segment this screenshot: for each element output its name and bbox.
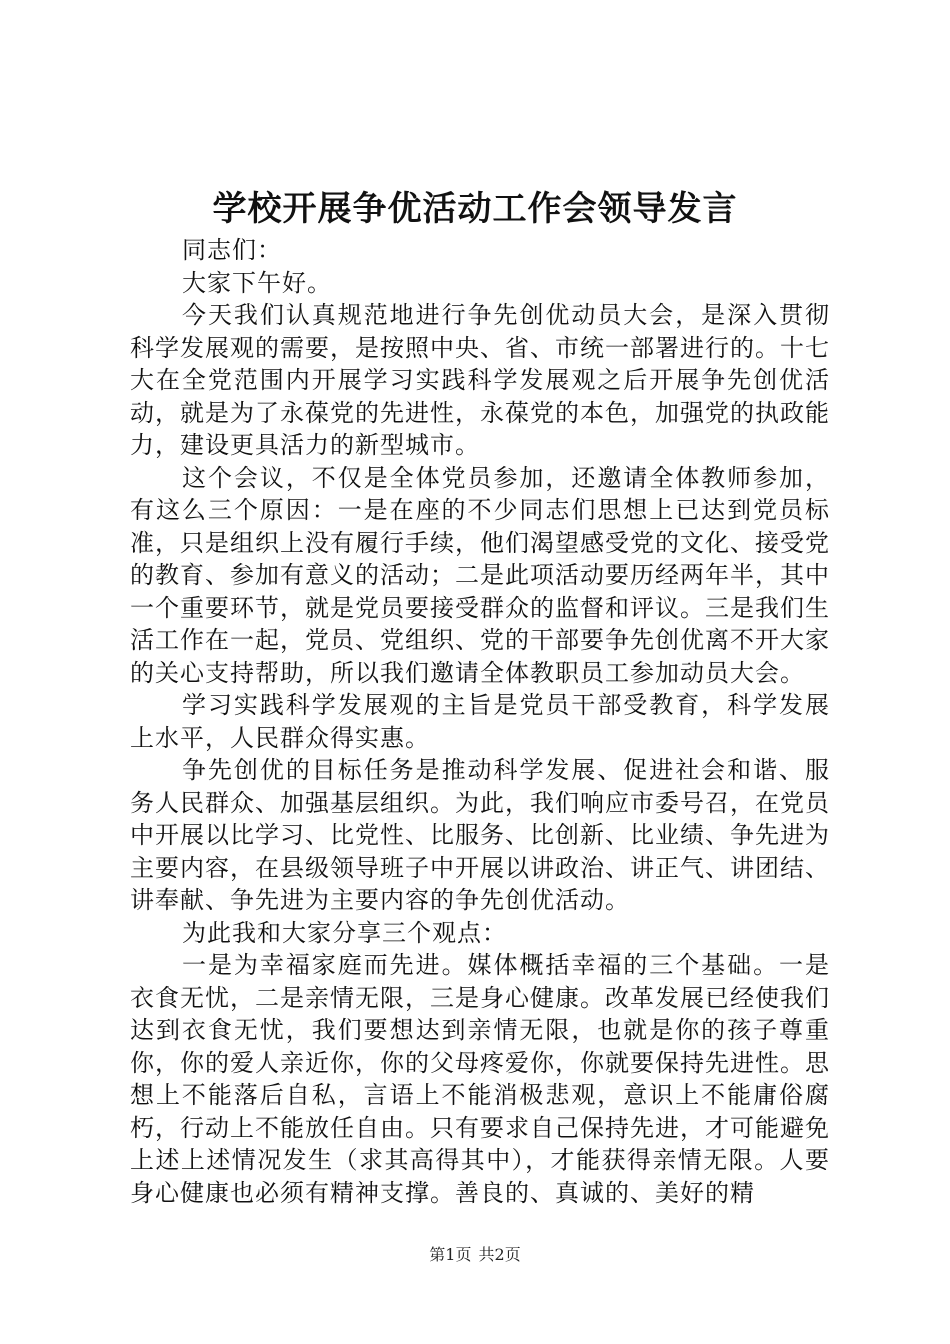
page-total: 共2页 <box>478 1245 521 1264</box>
page-number: 第1页 <box>429 1245 472 1264</box>
paragraph: 一是为幸福家庭而先进。媒体概括幸福的三个基础。一是衣食无忧，二是亲情无限，三是身心健康。改革发展已经使我们达到衣食无忧，我们要想达到亲情无限，也就是你的孩子尊重你，你的爱人亲近你，你的父母疼爱你，你就要保持先进性。思想上不能落后自私，言语上不能消极悲观，意识上不能庸俗腐朽，行动上不能放任自由。只有要求自己保持先进，才可能避免上述上述情况发生（求其高得其中），才能获得亲情无限。人要身心健康也必须有精神支撑。善良的、真诚的、美好的精 <box>130 951 830 1207</box>
paragraph: 争先创优的目标任务是推动科学发展、促进社会和谐、服务人民群众、加强基层组织。为此，我们响应市委号召，在党员中开展以比学习、比党性、比服务、比创新、比业绩、争先进为主要内容，在县级领导班子中开展以讲政治、讲正气、讲团结、讲奉献、争先进为主要内容的争先创优活动。 <box>130 756 830 914</box>
paragraph: 学习实践科学发展观的主旨是党员干部受教育，科学发展上水平，人民群众得实惠。 <box>130 691 830 752</box>
paragraph: 这个会议，不仅是全体党员参加，还邀请全体教师参加，有这么三个原因：一是在座的不少同志们思想上已达到党员标准，只是组织上没有履行手续，他们渴望感受党的文化、接受党的教育、参加有意义的活动；二是此项活动要历经两年半，其中一个重要环节，就是党员要接受群众的监督和评议。三是我们生活工作在一起，党员、党组织、党的干部要争先创优离不开大家的关心支持帮助，所以我们邀请全体教职员工参加动员大会。 <box>130 463 830 687</box>
document-body <box>130 234 830 1209</box>
paragraph-greeting: 同志们： <box>182 236 282 264</box>
page-title: 学校开展争优活动工作会领导发言 <box>212 189 738 229</box>
paragraph-salutation: 大家下午好。 <box>182 268 332 297</box>
paragraph: 为此我和大家分享三个观点： <box>182 918 507 947</box>
page-footer <box>0 1245 950 1265</box>
paragraph: 今天我们认真规范地进行争先创优动员大会，是深入贯彻科学发展观的需要，是按照中央、省、市统一部署进行的。十七大在全党范围内开展学习实践科学发展观之后开展争先创优活动，就是为了永葆党的先进性，永葆党的本色，加强党的执政能力，建设更具活力的新型城市。 <box>130 301 830 459</box>
